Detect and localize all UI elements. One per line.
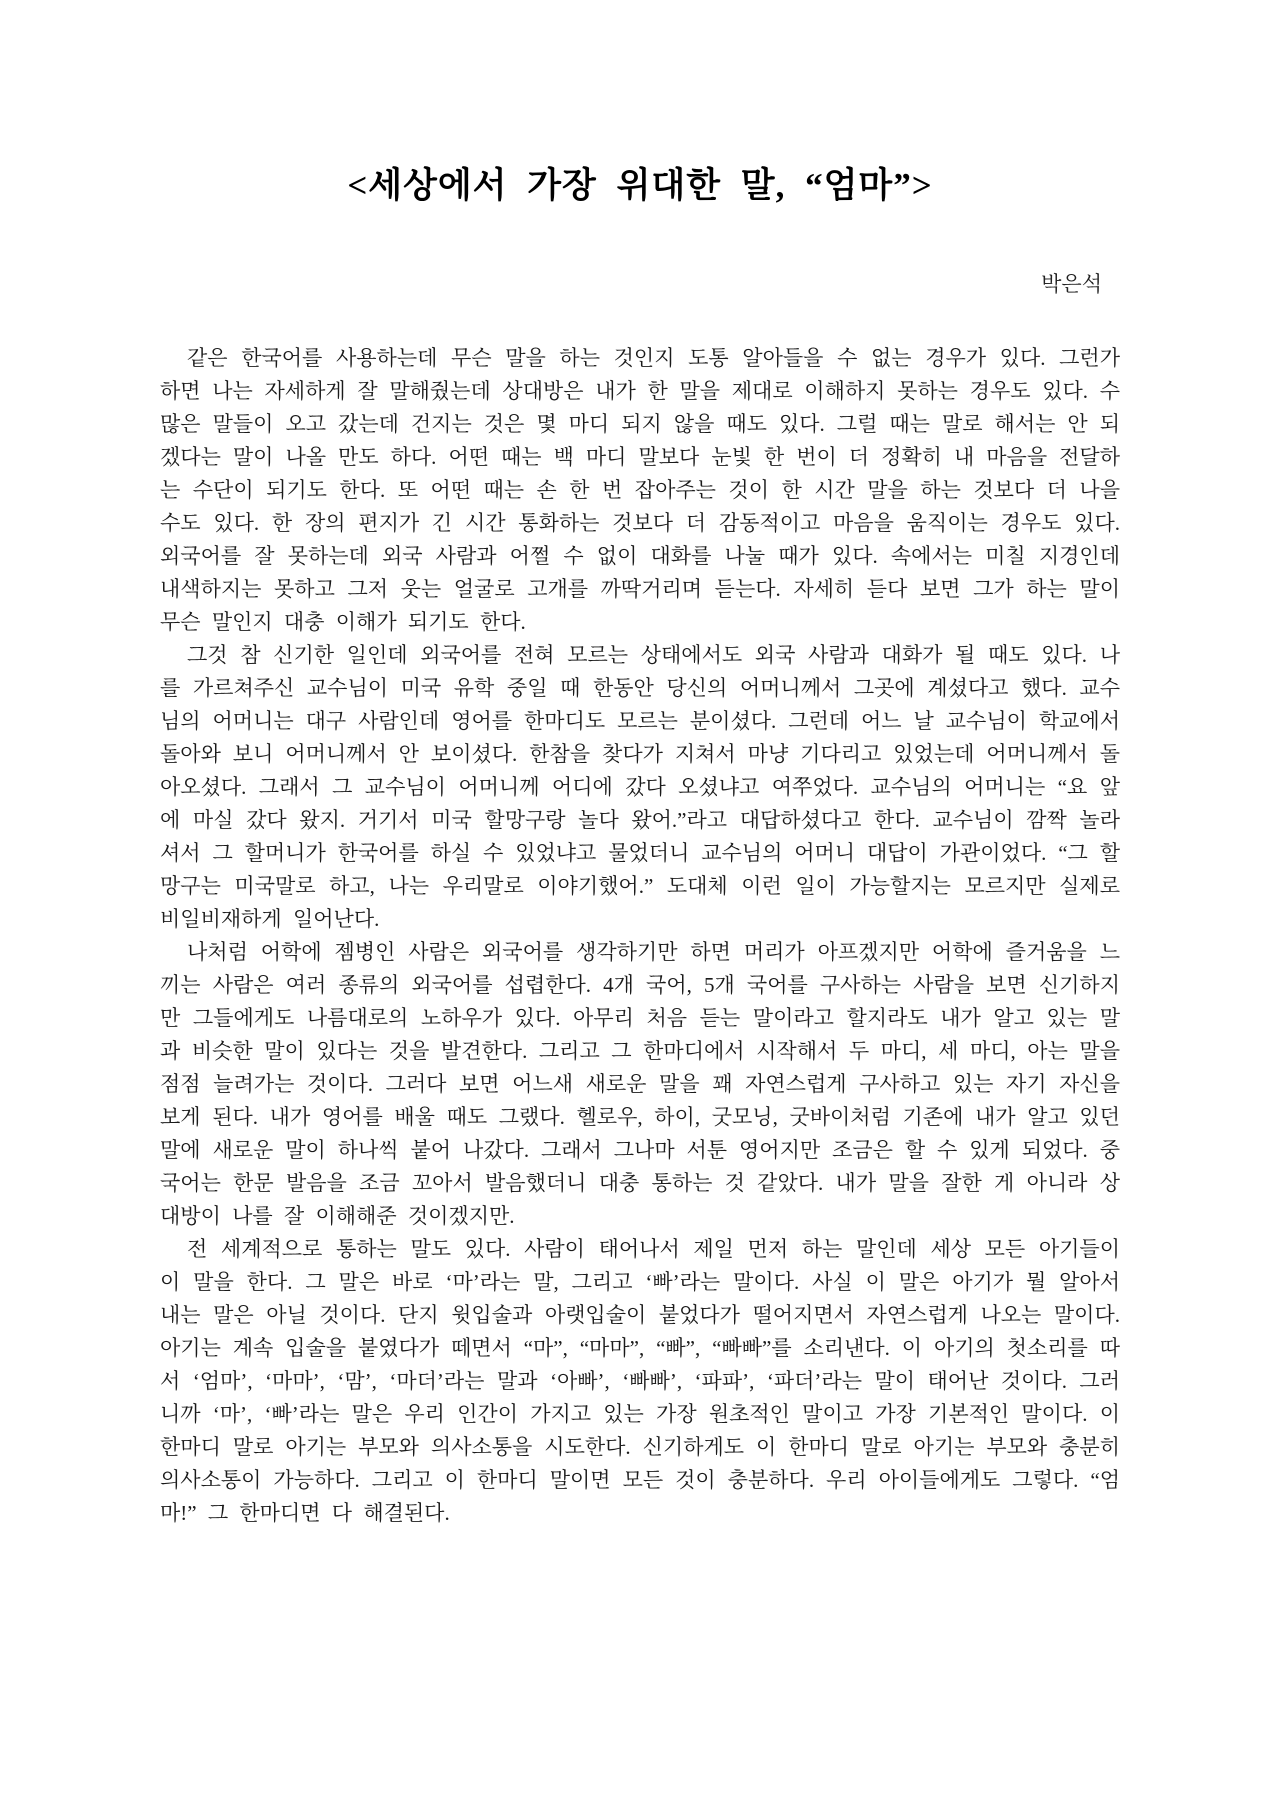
paragraph-3: 나처럼 어학에 젬병인 사람은 외국어를 생각하기만 하면 머리가 아프겠지만 어학에 즐거움을 느끼는 사람은 여러 종류의 외국어를 섭렵한다. 4개 국어, 5개 국어를 구사하는 사람을 보면 신기하지만 그들에게도 나름대로의 노하우가 있다. 아무리 처음 듣는 말이라고 할지라도 내가 알고 있는 말과 비슷한 말이 있다는 것을 발견한다. 그리고 그 한마디에서 시작해서 두 마디, 세 마디, 아는 말을 점점 늘려가는 것이다. 그러다 보면 어느새 새로운 말을 꽤 자연스럽게 구사하고 있는 자기 자신을 보게 된다. 내가 영어를 배울 때도 그랬다. 헬로우, 하이, 굿모닝, 굿바이처럼 기존에 내가 알고 있던 말에 새로운 말이 하나씩 붙어 나갔다. 그래서 그나마 서툰 영어지만 조금은 할 수 있게 되었다. 중국어는 한문 발음을 조금 꼬아서 발음했더니 대충 통하는 것 같았다. 내가 말을 잘한 게 아니라 상대방이 나를 잘 이해해준 것이겠지만. <box>160 940 1120 1228</box>
document-body <box>160 342 1120 1530</box>
author-name: 박은석 <box>1041 272 1102 296</box>
document-title: <세상에서 가장 위대한 말, “엄마”> <box>347 166 933 205</box>
paragraph-2: 그것 참 신기한 일인데 외국어를 전혀 모르는 상태에서도 외국 사람과 대화가 될 때도 있다. 나를 가르쳐주신 교수님이 미국 유학 중일 때 한동안 당신의 어머니께서 그곳에 계셨다고 했다. 교수님의 어머니는 대구 사람인데 영어를 한마디도 모르는 분이셨다. 그런데 어느 날 교수님이 학교에서 돌아와 보니 어머니께서 안 보이셨다. 한참을 찾다가 지쳐서 마냥 기다리고 있었는데 어머니께서 돌아오셨다. 그래서 그 교수님이 어머니께 어디에 갔다 오셨냐고 여쭈었다. 교수님의 어머니는 “요 앞에 마실 갔다 왔지. 거기서 미국 할망구랑 놀다 왔어.”라고 대답하셨다고 한다. 교수님이 깜짝 놀라셔서 그 할머니가 한국어를 하실 수 있었냐고 물었더니 교수님의 어머니 대답이 가관이었다. “그 할망구는 미국말로 하고, 나는 우리말로 이야기했어.” 도대체 이런 일이 가능할지는 모르지만 실제로 비일비재하게 일어난다. <box>160 643 1120 931</box>
paragraph-1: 같은 한국어를 사용하는데 무슨 말을 하는 것인지 도통 알아들을 수 없는 경우가 있다. 그런가 하면 나는 자세하게 잘 말해줬는데 상대방은 내가 한 말을 제대로 이해하지 못하는 경우도 있다. 수많은 말들이 오고 갔는데 건지는 것은 몇 마디 되지 않을 때도 있다. 그럴 때는 말로 해서는 안 되겠다는 말이 나올 만도 하다. 어떤 때는 백 마디 말보다 눈빛 한 번이 더 정확히 내 마음을 전달하는 수단이 되기도 한다. 또 어떤 때는 손 한 번 잡아주는 것이 한 시간 말을 하는 것보다 더 나을 수도 있다. 한 장의 편지가 긴 시간 통화하는 것보다 더 감동적이고 마음을 움직이는 경우도 있다. 외국어를 잘 못하는데 외국 사람과 어쩔 수 없이 대화를 나눌 때가 있다. 속에서는 미칠 지경인데 내색하지는 못하고 그저 웃는 얼굴로 고개를 까딱거리며 듣는다. 자세히 듣다 보면 그가 하는 말이 무슨 말인지 대충 이해가 되기도 한다. <box>160 346 1120 634</box>
paragraph-4: 전 세계적으로 통하는 말도 있다. 사람이 태어나서 제일 먼저 하는 말인데 세상 모든 아기들이 이 말을 한다. 그 말은 바로 ‘마’라는 말, 그리고 ‘빠’라는 말이다. 사실 이 말은 아기가 뭘 알아서 내는 말은 아닐 것이다. 단지 윗입술과 아랫입술이 붙었다가 떨어지면서 자연스럽게 나오는 말이다. 아기는 계속 입술을 붙였다가 떼면서 “마”, “마마”, “빠”, “빠빠”를 소리낸다. 이 아기의 첫소리를 따서 ‘엄마’, ‘마마’, ‘맘’, ‘마더’라는 말과 ‘아빠’, ‘빠빠’, ‘파파’, ‘파더’라는 말이 태어난 것이다. 그러니까 ‘마’, ‘빠’라는 말은 우리 인간이 가지고 있는 가장 원초적인 말이고 가장 기본적인 말이다. 이 한마디 말로 아기는 부모와 의사소통을 시도한다. 신기하게도 이 한마디 말로 아기는 부모와 충분히 의사소통이 가능하다. 그리고 이 한마디 말이면 모든 것이 충분하다. 우리 아이들에게도 그렇다. “엄마!” 그 한마디면 다 해결된다. <box>160 1237 1120 1525</box>
